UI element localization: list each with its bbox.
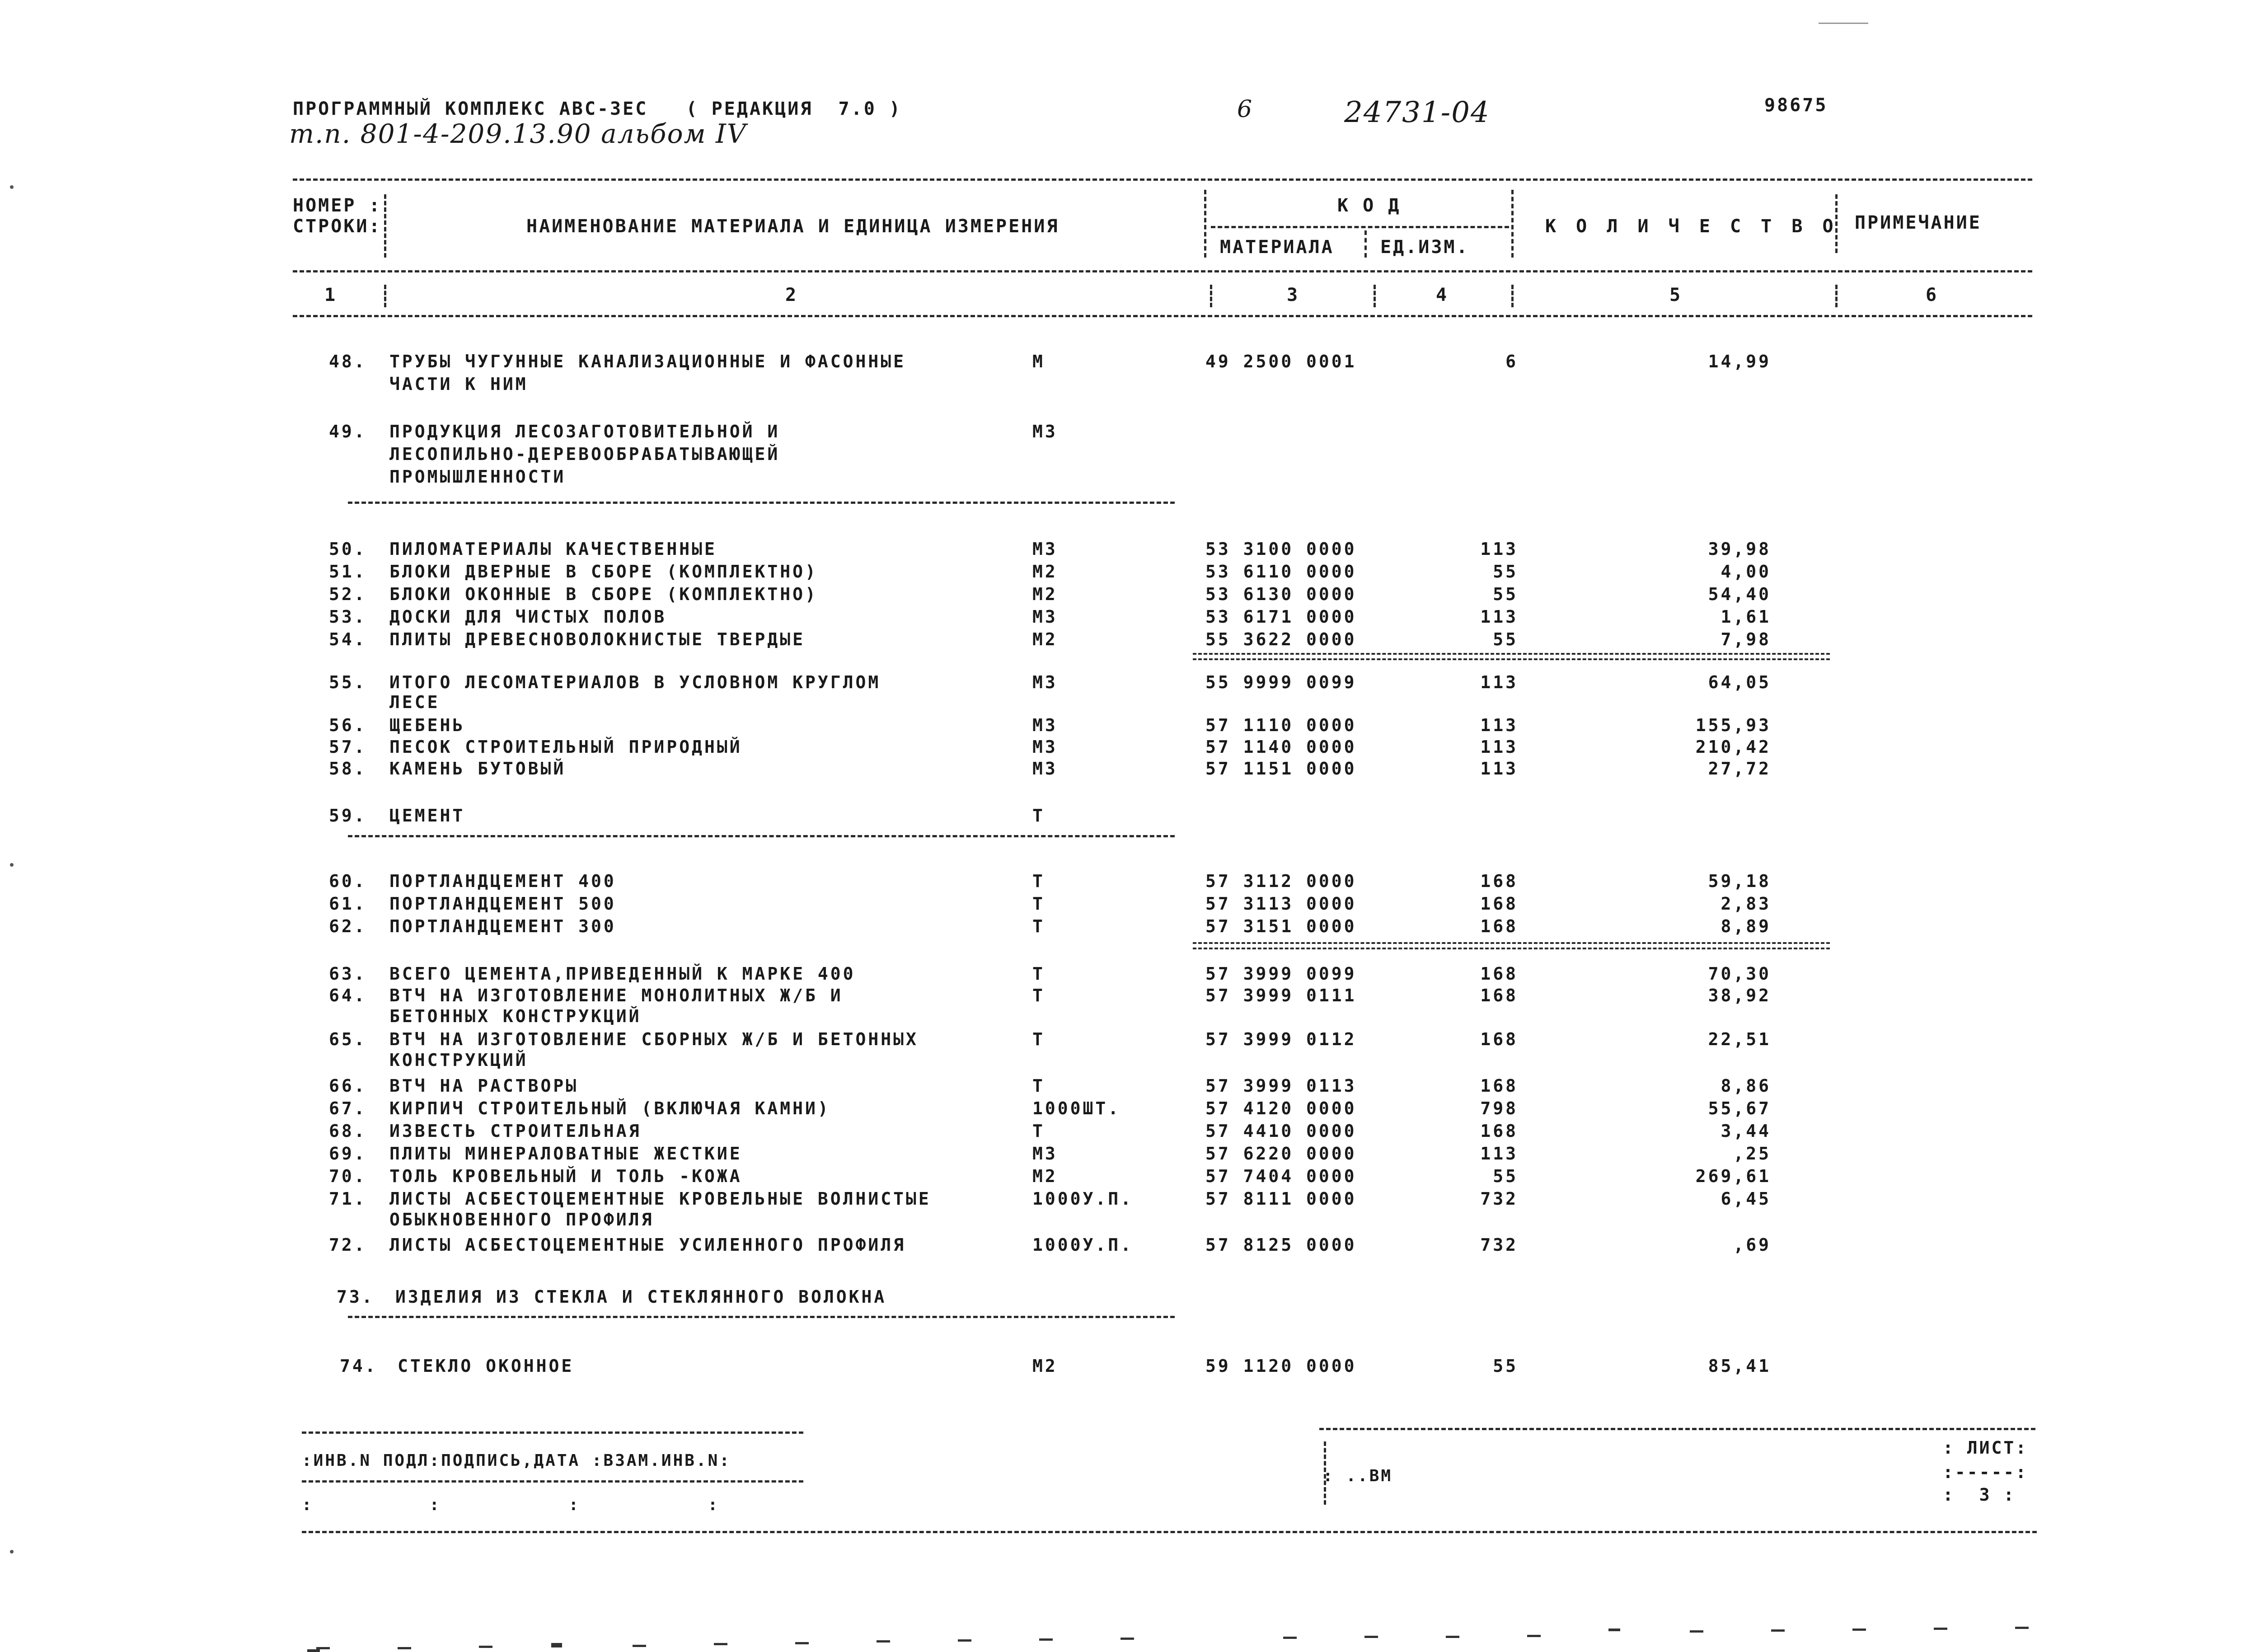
table-row bbox=[0, 1234, 2241, 1261]
table-row bbox=[0, 420, 2241, 487]
row-number: 56. bbox=[329, 715, 367, 735]
table-row bbox=[0, 671, 2241, 712]
row-quantity: 54,40 bbox=[1708, 584, 1771, 604]
row-quantity: 4,00 bbox=[1721, 562, 1771, 582]
row-unit: М3 bbox=[1032, 539, 1058, 559]
row-code: 57 8111 0000 bbox=[1205, 1189, 1357, 1209]
row-code: 55 9999 0099 bbox=[1205, 672, 1357, 692]
row-unit-code: 168 bbox=[1480, 964, 1518, 984]
row-number: 72. bbox=[329, 1235, 367, 1255]
col-number-label-2: СТРОКИ: bbox=[293, 216, 382, 237]
row-code: 57 3999 0113 bbox=[1205, 1076, 1357, 1096]
col-code-label: К О Д bbox=[1337, 195, 1401, 216]
row-unit-code: 168 bbox=[1480, 1029, 1518, 1049]
row-unit-code: 113 bbox=[1480, 539, 1518, 559]
row-quantity: 39,98 bbox=[1708, 539, 1771, 559]
row-unit: М3 bbox=[1032, 737, 1058, 757]
row-unit: Т bbox=[1032, 894, 1045, 914]
row-unit-code: 168 bbox=[1480, 1121, 1518, 1141]
col-index-5: 5 bbox=[1669, 285, 1683, 305]
row-code: 57 3112 0000 bbox=[1205, 871, 1357, 891]
row-name-cont: КОНСТРУКЦИЙ bbox=[389, 1050, 528, 1070]
row-name-cont: БЕТОННЫХ КОНСТРУКЦИЙ bbox=[389, 1006, 642, 1026]
row-quantity: 64,05 bbox=[1708, 672, 1771, 692]
row-unit-code: 55 bbox=[1493, 562, 1518, 582]
row-code: 57 3999 0112 bbox=[1205, 1029, 1357, 1049]
row-unit: М2 bbox=[1032, 629, 1058, 649]
row-quantity: 27,72 bbox=[1708, 759, 1771, 779]
row-unit-code: 113 bbox=[1480, 737, 1518, 757]
row-unit: Т bbox=[1032, 1029, 1045, 1049]
table-row bbox=[0, 628, 2241, 655]
row-unit: Т bbox=[1032, 806, 1045, 826]
row-code: 57 1140 0000 bbox=[1205, 737, 1357, 757]
row-number: 50. bbox=[329, 539, 367, 559]
row-quantity: 210,42 bbox=[1695, 737, 1771, 757]
row-unit: Т bbox=[1032, 1076, 1045, 1096]
row-number: 49. bbox=[329, 422, 367, 441]
row-name: ПРОДУКЦИЯ ЛЕСОЗАГОТОВИТЕЛЬНОЙ И bbox=[389, 422, 780, 441]
row-code: 57 3999 0099 bbox=[1205, 964, 1357, 984]
row-unit-code: 113 bbox=[1480, 607, 1518, 627]
row-name: ЛИСТЫ АСБЕСТОЦЕМЕНТНЫЕ УСИЛЕННОГО ПРОФИЛЯ bbox=[389, 1235, 906, 1255]
row-name-cont: ЛЕСОПИЛЬНО-ДЕРЕВООБРАБАТЫВАЮЩЕЙ bbox=[389, 444, 780, 464]
stamp-marks: : : : : bbox=[302, 1496, 720, 1514]
row-number: 68. bbox=[329, 1121, 367, 1141]
row-quantity: 2,83 bbox=[1721, 894, 1771, 914]
row-quantity: 22,51 bbox=[1708, 1029, 1771, 1049]
row-code: 53 6130 0000 bbox=[1205, 584, 1357, 604]
row-number: 61. bbox=[329, 894, 367, 914]
row-unit-code: 168 bbox=[1480, 894, 1518, 914]
row-number: 64. bbox=[329, 986, 367, 1005]
col-index-2: 2 bbox=[785, 285, 798, 305]
row-code: 57 1151 0000 bbox=[1205, 759, 1357, 779]
row-number: 55. bbox=[329, 672, 367, 692]
row-quantity: 8,89 bbox=[1721, 916, 1771, 936]
row-name: ПЛИТЫ ДРЕВЕСНОВОЛОКНИСТЫЕ ТВЕРДЫЕ bbox=[389, 629, 805, 649]
row-quantity: 14,99 bbox=[1708, 352, 1771, 371]
row-unit: М3 bbox=[1032, 607, 1058, 627]
row-name: ПЕСОК СТРОИТЕЛЬНЫЙ ПРИРОДНЫЙ bbox=[389, 737, 742, 757]
row-unit: М3 bbox=[1032, 422, 1058, 441]
document-number: 98675 bbox=[1764, 95, 1828, 116]
row-unit: М2 bbox=[1032, 1356, 1058, 1376]
row-number: 70. bbox=[329, 1166, 367, 1186]
row-code: 57 1110 0000 bbox=[1205, 715, 1357, 735]
row-unit: Т bbox=[1032, 1121, 1045, 1141]
row-quantity: ,25 bbox=[1733, 1144, 1771, 1164]
handwritten-project-ref: т.п. 801-4-209.13.90 альбом IV bbox=[289, 118, 747, 149]
row-name: СТЕКЛО ОКОННОЕ bbox=[398, 1356, 574, 1376]
row-name: ИЗВЕСТЬ СТРОИТЕЛЬНАЯ bbox=[389, 1121, 642, 1141]
row-name: ПОРТЛАНДЦЕМЕНТ 400 bbox=[389, 871, 616, 891]
row-code: 57 3999 0111 bbox=[1205, 986, 1357, 1005]
row-quantity: 1,61 bbox=[1721, 607, 1771, 627]
row-code: 55 3622 0000 bbox=[1205, 629, 1357, 649]
table-row bbox=[0, 1028, 2241, 1070]
row-name: ИТОГО ЛЕСОМАТЕРИАЛОВ В УСЛОВНОМ КРУГЛОМ bbox=[389, 672, 881, 692]
row-code: 57 6220 0000 bbox=[1205, 1144, 1357, 1164]
row-code: 57 3151 0000 bbox=[1205, 916, 1357, 936]
row-name: ВТЧ НА ИЗГОТОВЛЕНИЕ МОНОЛИТНЫХ Ж/Б И bbox=[389, 986, 843, 1005]
row-quantity: 38,92 bbox=[1708, 986, 1771, 1005]
sheet-separator: :-----: bbox=[1943, 1462, 2028, 1482]
sheet-label: : ЛИСТ: bbox=[1943, 1438, 2028, 1458]
col-code-unit-label: ЕД.ИЗМ. bbox=[1380, 237, 1469, 258]
row-unit-code: 55 bbox=[1493, 629, 1518, 649]
row-number: 71. bbox=[329, 1189, 367, 1209]
row-name: ИЗДЕЛИЯ ИЗ СТЕКЛА И СТЕКЛЯННОГО ВОЛОКНА bbox=[395, 1287, 887, 1307]
row-code: 49 2500 0001 bbox=[1205, 352, 1357, 371]
row-quantity: 155,93 bbox=[1695, 715, 1771, 735]
row-unit-code: 55 bbox=[1493, 1166, 1518, 1186]
row-code: 53 6110 0000 bbox=[1205, 562, 1357, 582]
row-name: БЛОКИ ОКОННЫЕ В СБОРЕ (КОМПЛЕКТНО) bbox=[389, 584, 818, 604]
row-name: ПОРТЛАНДЦЕМЕНТ 300 bbox=[389, 916, 616, 936]
table-row bbox=[0, 1355, 2241, 1382]
table-row bbox=[0, 915, 2241, 942]
row-name: КАМЕНЬ БУТОВЫЙ bbox=[389, 759, 566, 779]
row-number: 65. bbox=[329, 1029, 367, 1049]
col-number-label-1: НОМЕР : bbox=[293, 195, 382, 216]
row-unit: Т bbox=[1032, 964, 1045, 984]
row-number: 58. bbox=[329, 759, 367, 779]
row-number: 66. bbox=[329, 1076, 367, 1096]
row-unit-code: 6 bbox=[1505, 352, 1518, 371]
row-unit: 1000У.П. bbox=[1032, 1189, 1134, 1209]
row-name-cont: ОБЫКНОВЕННОГО ПРОФИЛЯ bbox=[389, 1210, 654, 1230]
row-name: ПЛИТЫ МИНЕРАЛОВАТНЫЕ ЖЕСТКИЕ bbox=[389, 1144, 742, 1164]
row-quantity: 269,61 bbox=[1695, 1166, 1771, 1186]
row-number: 63. bbox=[329, 964, 367, 984]
table-row bbox=[0, 350, 2241, 394]
row-code: 53 6171 0000 bbox=[1205, 607, 1357, 627]
col-name-label: НАИМЕНОВАНИЕ МАТЕРИАЛА И ЕДИНИЦА ИЗМЕРЕНИЯ bbox=[526, 216, 1060, 237]
col-index-4: 4 bbox=[1436, 285, 1449, 305]
row-name: ПИЛОМАТЕРИАЛЫ КАЧЕСТВЕННЫЕ bbox=[389, 539, 717, 559]
row-number: 51. bbox=[329, 562, 367, 582]
col-note-label: ПРИМЕЧАНИЕ bbox=[1855, 212, 1982, 233]
row-number: 48. bbox=[329, 352, 367, 371]
table-row bbox=[0, 804, 2241, 831]
row-unit-code: 168 bbox=[1480, 871, 1518, 891]
col-code-material-label: МАТЕРИАЛА bbox=[1220, 237, 1334, 258]
row-unit: М3 bbox=[1032, 672, 1058, 692]
row-unit-code: 113 bbox=[1480, 715, 1518, 735]
col-index-1: 1 bbox=[324, 285, 338, 305]
row-quantity: 70,30 bbox=[1708, 964, 1771, 984]
row-quantity: 55,67 bbox=[1708, 1098, 1771, 1118]
row-number: 62. bbox=[329, 916, 367, 936]
row-code: 57 4120 0000 bbox=[1205, 1098, 1357, 1118]
row-unit: М bbox=[1032, 352, 1045, 371]
row-unit-code: 168 bbox=[1480, 916, 1518, 936]
row-code: 57 3113 0000 bbox=[1205, 894, 1357, 914]
row-name: ЛИСТЫ АСБЕСТОЦЕМЕНТНЫЕ КРОВЕЛЬНЫЕ ВОЛНИСТЫЕ bbox=[389, 1189, 931, 1209]
row-name: ЦЕМЕНТ bbox=[389, 806, 465, 826]
row-number: 52. bbox=[329, 584, 367, 604]
col-index-3: 3 bbox=[1287, 285, 1300, 305]
row-quantity: 3,44 bbox=[1721, 1121, 1771, 1141]
row-quantity: 7,98 bbox=[1721, 629, 1771, 649]
row-unit-code: 168 bbox=[1480, 986, 1518, 1005]
row-quantity: ,69 bbox=[1733, 1235, 1771, 1255]
row-unit-code: 732 bbox=[1480, 1235, 1518, 1255]
row-unit-code: 798 bbox=[1480, 1098, 1518, 1118]
row-unit-code: 113 bbox=[1480, 672, 1518, 692]
row-number: 74. bbox=[340, 1356, 378, 1376]
sheet-number: : 3 : bbox=[1943, 1485, 2016, 1505]
row-name: БЛОКИ ДВЕРНЫЕ В СБОРЕ (КОМПЛЕКТНО) bbox=[389, 562, 818, 582]
col-index-6: 6 bbox=[1926, 285, 1939, 305]
row-unit: М3 bbox=[1032, 1144, 1058, 1164]
stamp-labels: :ИНВ.N ПОДЛ:ПОДПИСЬ,ДАТА :ВЗАМ.ИНВ.N: bbox=[302, 1451, 731, 1470]
row-code: 57 4410 0000 bbox=[1205, 1121, 1357, 1141]
row-unit-code: 168 bbox=[1480, 1076, 1518, 1096]
row-number: 53. bbox=[329, 607, 367, 627]
row-quantity: 8,86 bbox=[1721, 1076, 1771, 1096]
row-unit-code: 732 bbox=[1480, 1189, 1518, 1209]
row-unit-code: 113 bbox=[1480, 759, 1518, 779]
row-quantity: 59,18 bbox=[1708, 871, 1771, 891]
handwritten-code: 24731-04 bbox=[1344, 96, 1490, 129]
row-name: ПОРТЛАНДЦЕМЕНТ 500 bbox=[389, 894, 616, 914]
row-number: 54. bbox=[329, 629, 367, 649]
row-unit: 1000ШТ. bbox=[1032, 1098, 1121, 1118]
program-title: ПРОГРАММНЫЙ КОМПЛЕКС АВС-3ЕС ( РЕДАКЦИЯ 7.0 ) bbox=[293, 99, 902, 119]
row-name: ВТЧ НА ИЗГОТОВЛЕНИЕ СБОРНЫХ Ж/Б И БЕТОННЫХ bbox=[389, 1029, 919, 1049]
row-quantity: 6,45 bbox=[1721, 1189, 1771, 1209]
table-row bbox=[0, 1187, 2241, 1230]
row-unit: М3 bbox=[1032, 715, 1058, 735]
row-name-cont: ЛЕСЕ bbox=[389, 692, 440, 712]
row-name: ТРУБЫ ЧУГУННЫЕ КАНАЛИЗАЦИОННЫЕ И ФАСОННЫЕ bbox=[389, 352, 906, 371]
row-number: 57. bbox=[329, 737, 367, 757]
table-row bbox=[0, 757, 2241, 784]
row-unit: 1000У.П. bbox=[1032, 1235, 1134, 1255]
row-name: ТОЛЬ КРОВЕЛЬНЫЙ И ТОЛЬ -КОЖА bbox=[389, 1166, 742, 1186]
row-unit-code: 55 bbox=[1493, 1356, 1518, 1376]
page-number: 6 bbox=[1237, 96, 1253, 123]
row-number: 69. bbox=[329, 1144, 367, 1164]
row-code: 53 3100 0000 bbox=[1205, 539, 1357, 559]
stamp-mid-text: : ..ВМ bbox=[1323, 1467, 1393, 1485]
row-unit-code: 55 bbox=[1493, 584, 1518, 604]
row-name: ВТЧ НА РАСТВОРЫ bbox=[389, 1076, 579, 1096]
row-number: 73. bbox=[337, 1287, 375, 1307]
row-unit-code: 113 bbox=[1480, 1144, 1518, 1164]
row-name-cont: ПРОМЫШЛЕННОСТИ bbox=[389, 467, 566, 487]
row-number: 59. bbox=[329, 806, 367, 826]
row-code: 59 1120 0000 bbox=[1205, 1356, 1357, 1376]
row-unit: М3 bbox=[1032, 759, 1058, 779]
table-row bbox=[0, 984, 2241, 1026]
row-unit: Т bbox=[1032, 916, 1045, 936]
row-name: КИРПИЧ СТРОИТЕЛЬНЫЙ (ВКЛЮЧАЯ КАМНИ) bbox=[389, 1098, 830, 1118]
row-code: 57 8125 0000 bbox=[1205, 1235, 1357, 1255]
table-row bbox=[0, 1286, 2241, 1313]
row-code: 57 7404 0000 bbox=[1205, 1166, 1357, 1186]
row-number: 67. bbox=[329, 1098, 367, 1118]
row-unit: Т bbox=[1032, 871, 1045, 891]
row-number: 60. bbox=[329, 871, 367, 891]
row-name-cont: ЧАСТИ К НИМ bbox=[389, 374, 528, 394]
row-unit: М2 bbox=[1032, 584, 1058, 604]
row-name: ДОСКИ ДЛЯ ЧИСТЫХ ПОЛОВ bbox=[389, 607, 667, 627]
col-quantity-label: К О Л И Ч Е С Т В О bbox=[1545, 216, 1838, 237]
row-name: ЩЕБЕНЬ bbox=[389, 715, 465, 735]
row-unit: М2 bbox=[1032, 562, 1058, 582]
row-name: ВСЕГО ЦЕМЕНТА,ПРИВЕДЕННЫЙ К МАРКЕ 400 bbox=[389, 964, 856, 984]
row-unit: М2 bbox=[1032, 1166, 1058, 1186]
row-quantity: 85,41 bbox=[1708, 1356, 1771, 1376]
row-unit: Т bbox=[1032, 986, 1045, 1005]
